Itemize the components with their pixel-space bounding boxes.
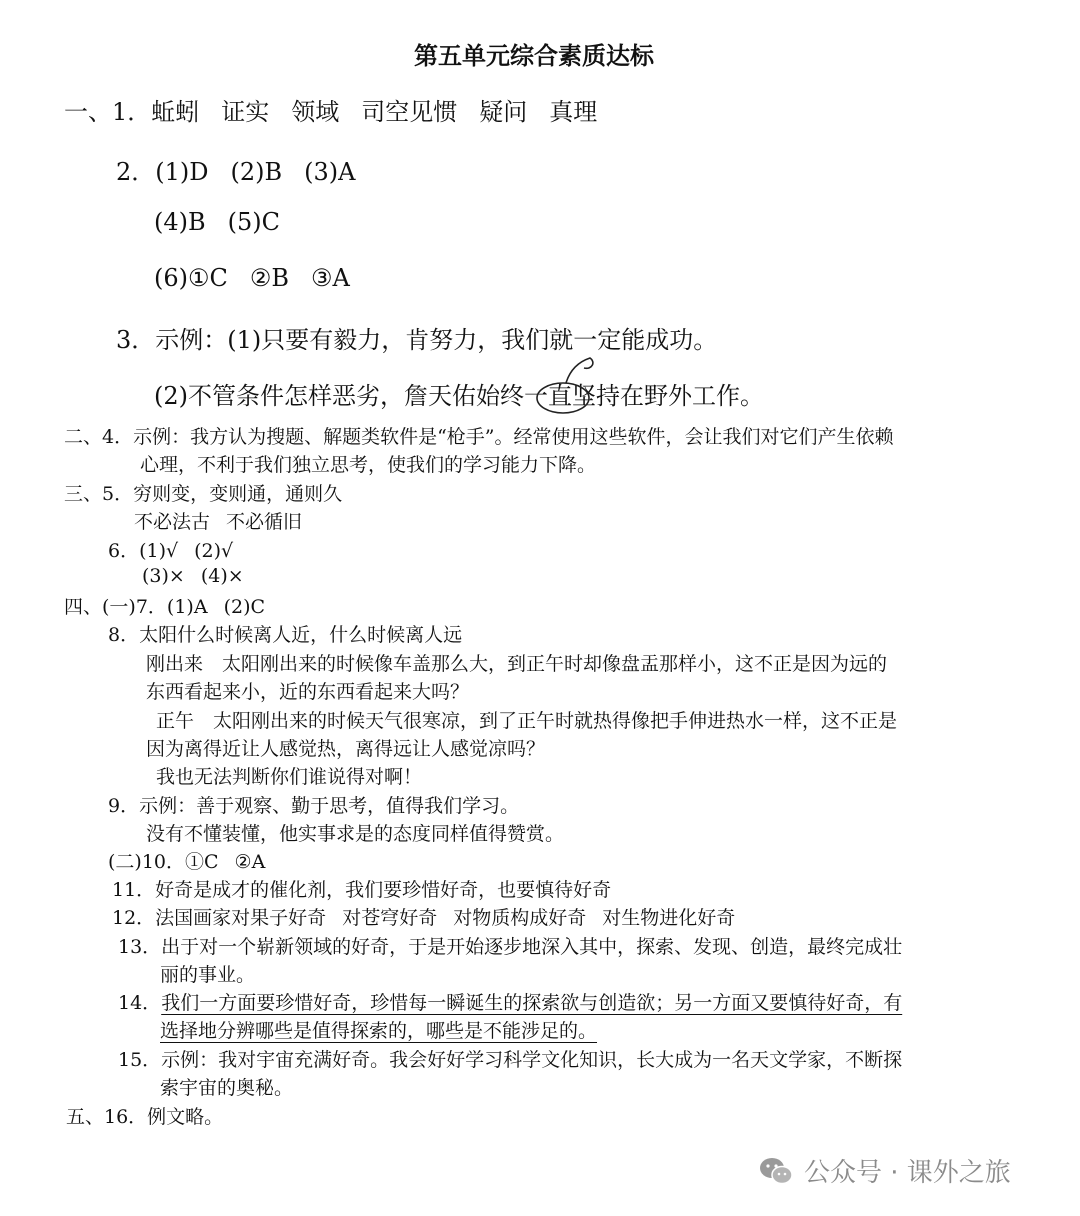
q15-line1: 15．示例：我对宇宙充满好奇。我会好好学习科学文化知识，长大成为一名天文学家，不断探	[118, 1049, 903, 1071]
q1-word: 领域	[291, 98, 340, 126]
q15-line2: 索宇宙的奥秘。	[160, 1077, 294, 1099]
q1-word: 证实	[221, 98, 270, 126]
q2-answer: (1)D	[155, 158, 209, 186]
q6-row2	[142, 565, 244, 587]
wechat-icon	[758, 1156, 794, 1186]
q13-line2: 丽的事业。	[160, 964, 256, 986]
q2-answer: (6)①C	[154, 264, 228, 292]
q4-line2: 心理，不利于我们独立思考，使我们的学习能力下降。	[140, 454, 597, 476]
q14-line1	[118, 988, 902, 1015]
q6-answer: (3)×	[142, 565, 185, 587]
q8-line2: 刚出来 太阳刚出来的时候像车盖那么大，到正午时却像盘盂那样小，这不正是因为远的	[146, 653, 888, 675]
q2-answer: (5)C	[227, 208, 280, 236]
q3-label: 3．	[116, 326, 156, 354]
q12-part: 对生物进化好奇	[602, 907, 736, 929]
q10-answer: ②A	[234, 851, 266, 873]
q12-line	[112, 903, 735, 930]
q12-part: 12．法国画家对果子好奇	[112, 907, 327, 929]
q5-phrase: 不必循旧	[226, 511, 303, 533]
q6-row1	[108, 536, 233, 563]
q2-answer: (2)B	[230, 158, 283, 186]
q2-answer: ②B	[249, 264, 290, 292]
q11-line: 11．好奇是成才的催化剂，我们要珍惜好奇，也要慎待好奇	[112, 879, 612, 901]
q7-answer: 四、(一)7．(1)A	[64, 596, 208, 618]
q1-word: 司空见惯	[361, 98, 458, 126]
q14-underlined-text: 选择地分辨哪些是值得探索的，哪些是不能涉足的。	[160, 1020, 598, 1042]
q2-label: 2．	[116, 158, 156, 186]
q8-line3: 东西看起来小，近的东西看起来大吗？	[146, 681, 470, 703]
q7-answer: (2)C	[223, 596, 266, 618]
q16-line: 五、16．例文略。	[66, 1106, 224, 1128]
q1-word: 疑问	[479, 98, 528, 126]
q9-line2: 没有不懂装懂，他实事求是的态度同样值得赞赏。	[146, 823, 565, 845]
q5-line2	[134, 507, 302, 534]
q6-answer: (1)√	[139, 540, 179, 562]
q6-answer: (4)×	[200, 565, 244, 587]
q10-answer: (二)10．①C	[108, 851, 219, 873]
q8-line1: 8．太阳什么时候离人近，什么时候离人远	[108, 624, 463, 646]
page-title: 第五单元综合素质达标	[414, 41, 654, 70]
q6-label: 6．	[108, 540, 140, 562]
q13-line1: 13．出于对一个崭新领域的好奇，于是开始逐步地深入其中，探索、发现、创造，最终完成壮	[118, 936, 903, 958]
q14-line2	[160, 1016, 597, 1043]
q5-phrase: 不必法古	[134, 511, 211, 533]
q9-line1: 9．示例：善于观察、勤于思考，值得我们学习。	[108, 795, 520, 817]
q2-answer: (3)A	[304, 158, 356, 186]
q7-line	[64, 592, 265, 619]
watermark	[758, 1152, 1011, 1189]
q2-answer: (4)B	[154, 208, 206, 236]
watermark-text: 公众号 · 课外之旅	[804, 1158, 1011, 1188]
q1-word: 蚯蚓	[151, 98, 200, 126]
q1-word: 真理	[549, 98, 598, 126]
q14-underlined-text: 我们一方面要珍惜好奇，珍惜每一瞬诞生的探索欲与创造欲；另一方面又要慎待好奇，有	[161, 992, 903, 1014]
q1-label: 一、1．	[64, 98, 152, 126]
q10-line	[108, 847, 265, 874]
q12-part: 对苍穹好奇	[342, 907, 438, 929]
q8-line4: 正午 太阳刚出来的时候天气很寒凉，到了正午时就热得像把手伸进热水一样，这不正是	[156, 710, 898, 732]
q6-answer: (2)√	[194, 540, 234, 562]
q8-line5: 因为离得近让人感觉热，离得远让人感觉凉吗？	[146, 738, 546, 760]
q3-line2: (2)不管条件怎样恶劣，詹天佑始终一直坚持在野外工作。	[154, 382, 764, 410]
q8-line6: 我也无法判断你们谁说得对啊！	[156, 766, 423, 788]
q2-answer: ③A	[311, 264, 350, 292]
q14-label: 14．	[118, 992, 162, 1014]
q12-part: 对物质构成好奇	[453, 907, 587, 929]
q5-line1: 三、5．穷则变，变则通，通则久	[64, 483, 343, 505]
q3-example1: 示例：(1)只要有毅力，肯努力，我们就一定能成功。	[155, 326, 718, 354]
q4-line1: 二、4．示例：我方认为搜题、解题类软件是“枪手”。经常使用这些软件，会让我们对它们产生依赖	[64, 426, 894, 448]
